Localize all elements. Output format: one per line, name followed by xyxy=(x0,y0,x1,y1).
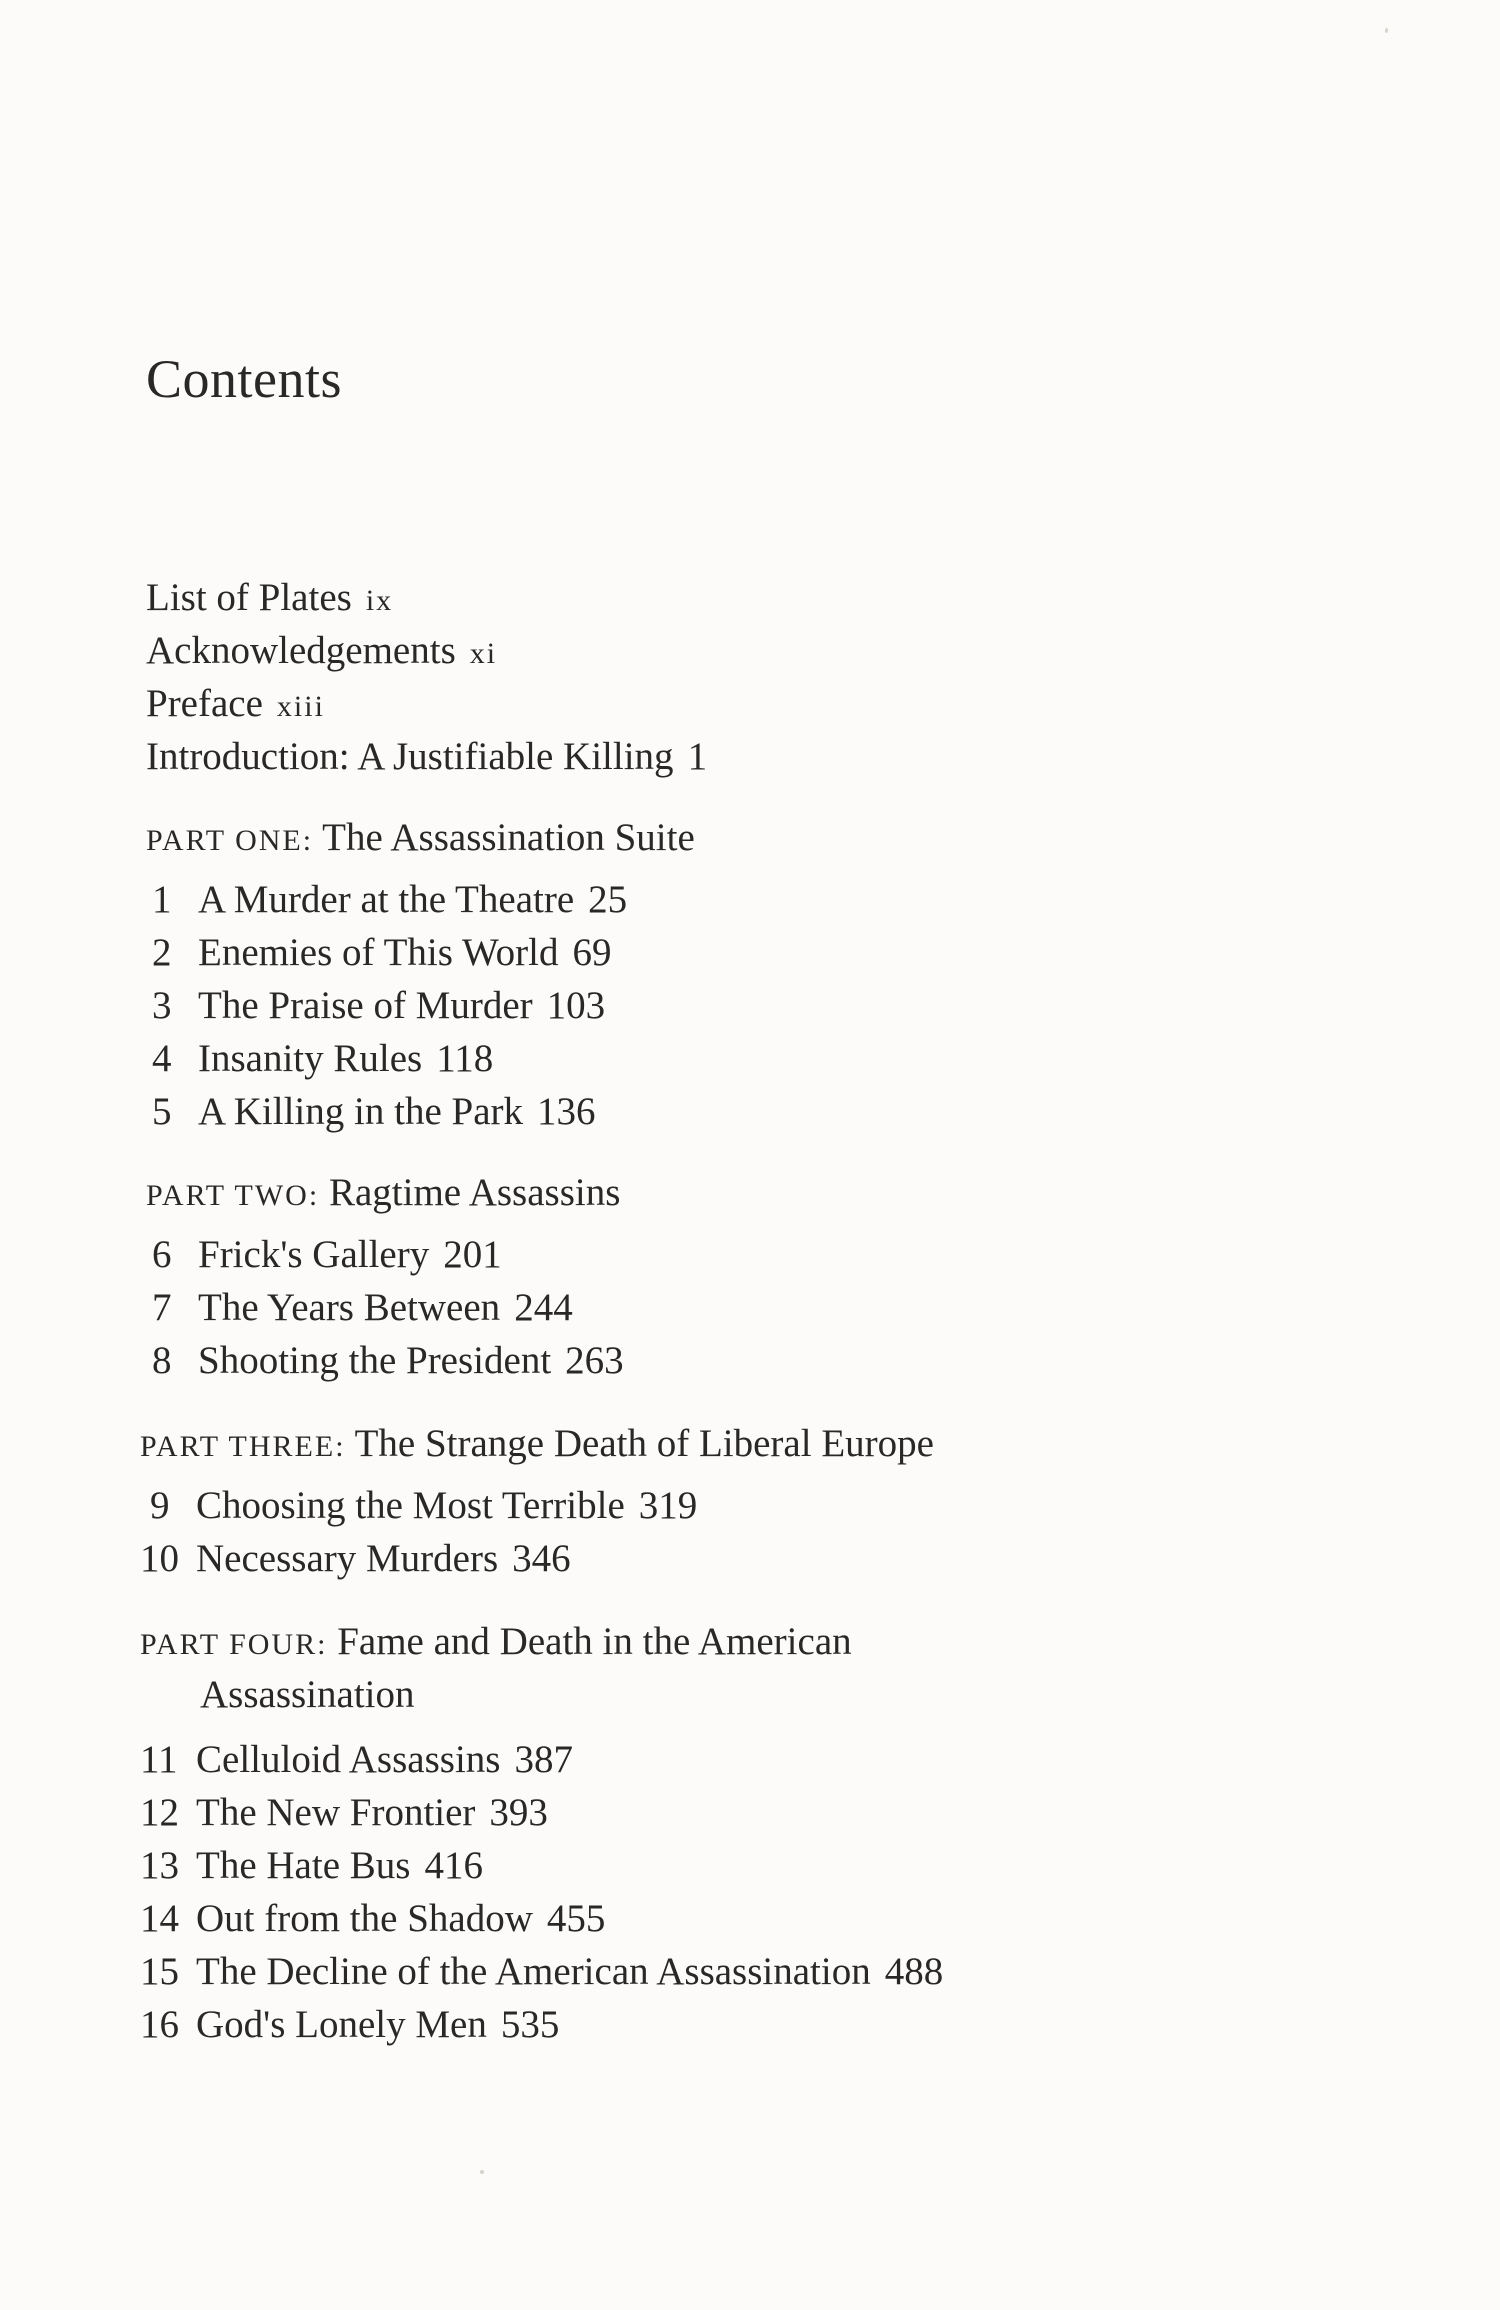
chapter-number: 1 xyxy=(152,878,172,921)
chapter-entry xyxy=(152,1235,502,1274)
part-label: PART FOUR xyxy=(140,1628,318,1661)
chapter-title: Insanity Rules xyxy=(198,1037,423,1080)
chapter-page: 118 xyxy=(436,1037,494,1080)
part-title: The Strange Death of Liberal Europe xyxy=(354,1422,934,1465)
chapter-title: The Years Between xyxy=(198,1286,501,1329)
chapter-title: Necessary Murders xyxy=(196,1537,499,1580)
part-title: Ragtime Assassins xyxy=(328,1171,621,1214)
chapter-title: Enemies of This World xyxy=(198,931,559,974)
toc-entry-list-of-plates xyxy=(146,578,393,617)
chapter-page: 103 xyxy=(546,984,606,1027)
chapter-title: God's Lonely Men xyxy=(196,2003,487,2046)
chapter-title: A Murder at the Theatre xyxy=(198,878,575,921)
chapter-entry xyxy=(152,880,627,919)
toc-entry-introduction xyxy=(146,737,707,776)
part-title-continued: Assassination xyxy=(200,1673,415,1716)
chapter-title: Shooting the President xyxy=(198,1339,552,1382)
chapter-entry xyxy=(140,1793,548,1832)
chapter-page: 244 xyxy=(514,1286,573,1329)
chapter-page: 263 xyxy=(565,1339,624,1382)
part-label: PART ONE xyxy=(146,824,303,857)
chapter-number: 2 xyxy=(152,931,172,974)
chapter-page: 319 xyxy=(638,1484,698,1527)
part-label: PART THREE xyxy=(140,1430,336,1463)
chapter-number: 14 xyxy=(140,1897,179,1940)
chapter-entry xyxy=(140,1952,943,1991)
chapter-number: 13 xyxy=(140,1844,179,1887)
toc-entry-page: xiii xyxy=(276,690,325,723)
chapter-entry xyxy=(152,1288,573,1327)
chapter-entry xyxy=(140,2005,559,2044)
toc-entry-page: xi xyxy=(469,637,498,670)
chapter-entry xyxy=(140,1740,573,1779)
scan-speck xyxy=(480,2170,484,2174)
chapter-number: 10 xyxy=(140,1537,179,1580)
toc-entry-page: ix xyxy=(365,584,394,617)
part-title: The Assassination Suite xyxy=(322,816,695,859)
chapter-entry xyxy=(140,1899,605,1938)
chapter-number: 15 xyxy=(140,1950,179,1993)
chapter-title: The Hate Bus xyxy=(196,1844,411,1887)
chapter-page: 488 xyxy=(884,1950,944,1993)
chapter-number: 8 xyxy=(152,1339,172,1382)
scan-speck xyxy=(1385,28,1388,33)
chapter-entry xyxy=(140,1846,483,1885)
chapter-entry xyxy=(150,1486,697,1525)
toc-entry-page: 1 xyxy=(687,735,708,778)
chapter-title: Out from the Shadow xyxy=(196,1897,533,1940)
toc-entry-label: List of Plates xyxy=(146,576,352,619)
toc-entry-acknowledgements xyxy=(146,631,497,670)
chapter-entry xyxy=(152,986,605,1025)
chapter-title: The Decline of the American Assassination xyxy=(196,1950,871,1993)
part-heading: PART FOUR: Fame and Death in the American xyxy=(140,1620,852,1663)
chapter-number: 16 xyxy=(140,2003,179,2046)
chapter-page: 201 xyxy=(443,1233,502,1276)
chapter-page: 69 xyxy=(572,931,612,974)
chapter-page: 136 xyxy=(537,1090,596,1133)
chapter-page: 346 xyxy=(512,1537,571,1580)
part-label: PART TWO xyxy=(146,1179,309,1212)
toc-entry-label: Preface xyxy=(146,682,263,725)
chapter-page: 455 xyxy=(546,1897,606,1940)
chapter-number: 3 xyxy=(152,984,172,1027)
toc-entry-label: Acknowledgements xyxy=(146,629,456,672)
chapter-title: A Killing in the Park xyxy=(198,1090,523,1133)
part-heading: PART THREE: The Strange Death of Liberal Europe xyxy=(140,1422,934,1465)
chapter-title: Choosing the Most Terrible xyxy=(196,1484,625,1527)
chapter-title: The Praise of Murder xyxy=(198,984,533,1027)
toc-entry-preface xyxy=(146,684,325,723)
part-heading: PART ONE: The Assassination Suite xyxy=(146,816,695,859)
page-title: Contents xyxy=(146,349,343,409)
chapter-title: Celluloid Assassins xyxy=(196,1738,501,1781)
chapter-page: 393 xyxy=(489,1791,548,1834)
chapter-entry xyxy=(152,933,611,972)
chapter-number: 9 xyxy=(150,1484,170,1527)
chapter-entry xyxy=(140,1539,571,1578)
chapter-title: The New Frontier xyxy=(196,1791,476,1834)
chapter-entry xyxy=(152,1341,624,1380)
chapter-entry xyxy=(152,1039,493,1078)
chapter-number: 6 xyxy=(152,1233,172,1276)
chapter-page: 535 xyxy=(500,2003,560,2046)
toc-entry-label: Introduction: A Justifiable Killing xyxy=(146,735,674,778)
part-title: Fame and Death in the American xyxy=(337,1620,852,1663)
chapter-number: 4 xyxy=(152,1037,172,1080)
chapter-number: 12 xyxy=(140,1791,179,1834)
chapter-title: Frick's Gallery xyxy=(198,1233,430,1276)
chapter-page: 25 xyxy=(588,878,628,921)
chapter-entry xyxy=(152,1092,596,1131)
chapter-number: 7 xyxy=(152,1286,172,1329)
chapter-page: 387 xyxy=(514,1738,573,1781)
chapter-number: 11 xyxy=(140,1738,178,1781)
part-heading: PART TWO: Ragtime Assassins xyxy=(146,1171,621,1214)
chapter-number: 5 xyxy=(152,1090,172,1133)
chapter-page: 416 xyxy=(424,1844,483,1887)
